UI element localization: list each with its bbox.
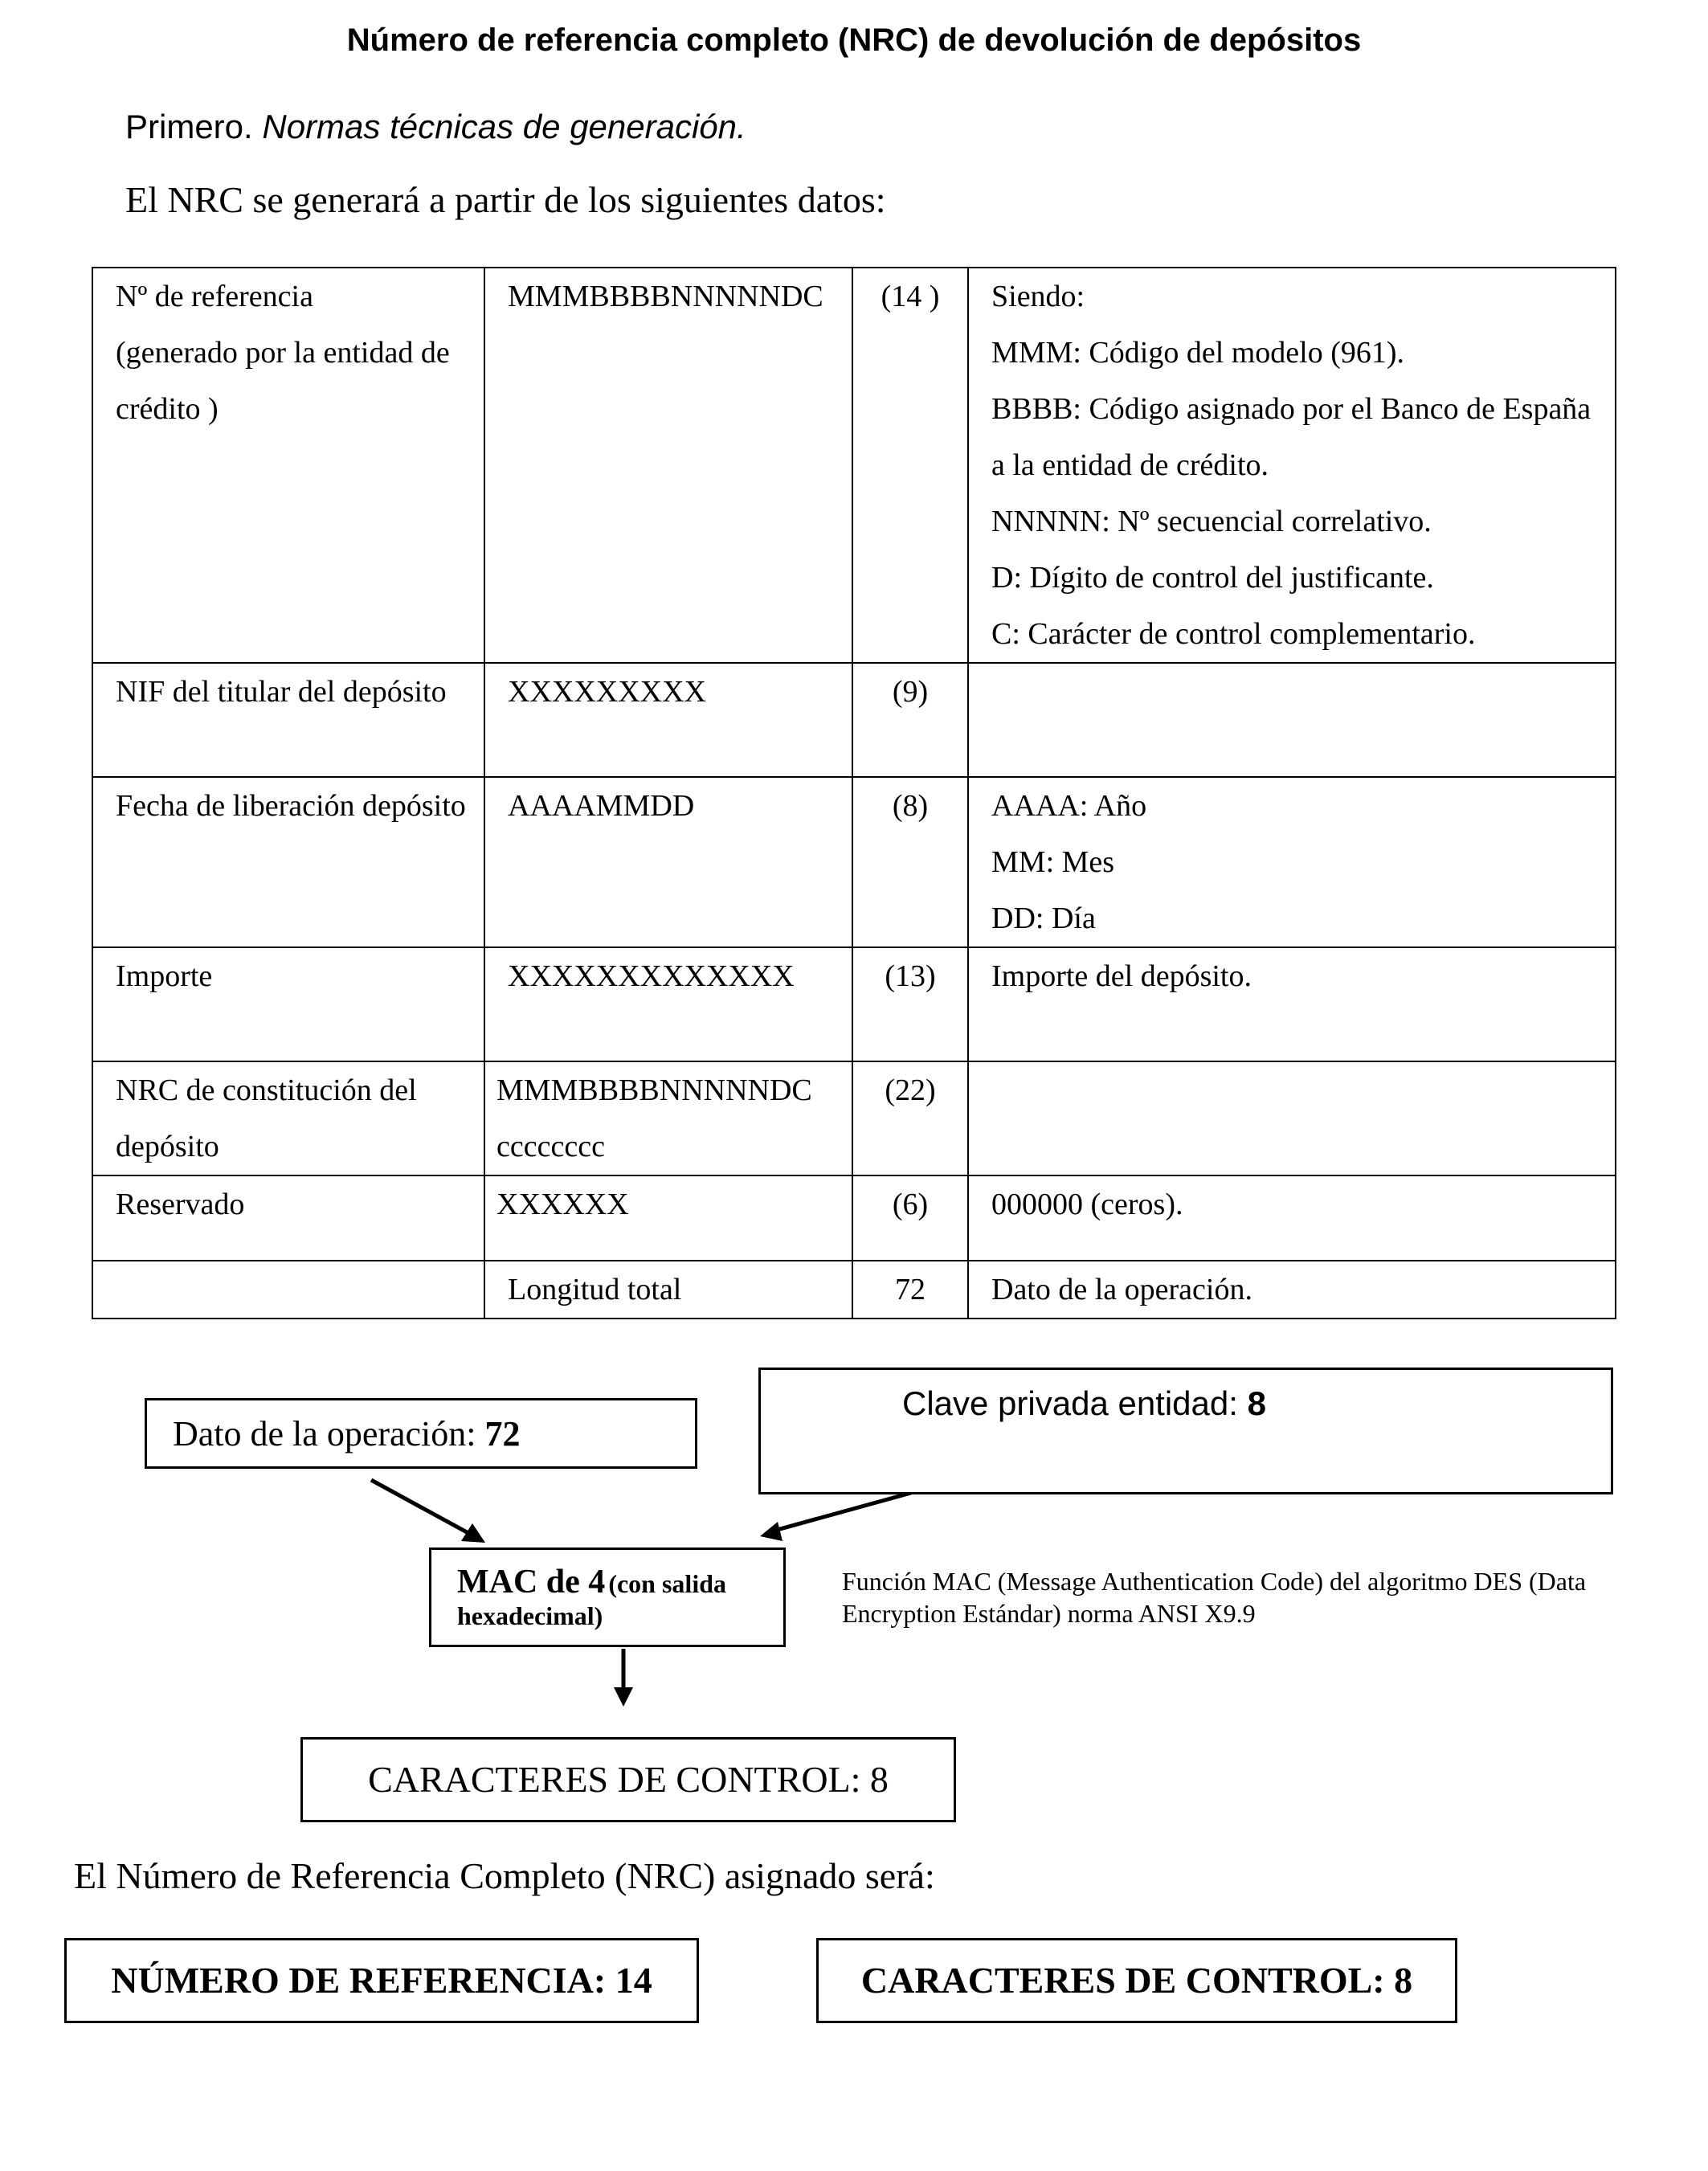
- field-line: Fecha de liberación depósito: [116, 789, 466, 823]
- dato-label: Dato de la operación:: [173, 1414, 485, 1453]
- length-value: 72: [895, 1273, 926, 1306]
- format-line: AAAAMMDD: [508, 789, 695, 823]
- format-line: XXXXXXXXXXXXX: [508, 959, 795, 993]
- description-line: D: Dígito de control del justificante.: [991, 561, 1434, 595]
- dato-operacion-box: [145, 1398, 697, 1469]
- length-value: (13): [885, 959, 936, 993]
- section-title: Normas técnicas de generación.: [262, 108, 746, 145]
- field-line: Nº de referencia: [116, 280, 313, 313]
- mac-detail-2: hexadecimal): [457, 1601, 603, 1630]
- format-line: XXXXXX: [496, 1188, 629, 1221]
- clave-label: Clave privada entidad:: [902, 1384, 1248, 1422]
- description-line: a la entidad de crédito.: [991, 448, 1269, 482]
- caracteres-control-box: CARACTERES DE CONTROL: 8: [300, 1737, 956, 1822]
- format-line: MMMBBBBNNNNNDC: [508, 280, 823, 313]
- mac-description: Función MAC (Message Authentication Code) del algoritmo DES (Data Encryption Estándar) norma ANSI X9.9: [842, 1567, 1587, 1628]
- description-line: AAAA: Año: [991, 789, 1147, 823]
- mac-box: [429, 1548, 786, 1647]
- arrowhead-control: [614, 1687, 633, 1707]
- description-line: NNNNN: Nº secuencial correlativo.: [991, 505, 1432, 538]
- description-line: DD: Día: [991, 902, 1096, 935]
- arrow-clave-to-mac: [771, 1493, 911, 1531]
- description-line: 000000 (ceros).: [991, 1188, 1183, 1221]
- clave-value: 8: [1247, 1384, 1266, 1422]
- description-line: C: Carácter de control complementario.: [991, 617, 1476, 651]
- format-line: Longitud total: [508, 1273, 682, 1306]
- format-line: MMMBBBBNNNNNDC: [496, 1073, 812, 1107]
- format-line: cccccccc: [496, 1130, 605, 1163]
- description-line: Siendo:: [991, 280, 1085, 313]
- format-line: XXXXXXXXX: [508, 675, 706, 709]
- description-line: MMM: Código del modelo (961).: [991, 336, 1405, 370]
- numero-referencia-box: NÚMERO DE REFERENCIA: 14: [64, 1938, 699, 2023]
- field-line: Importe: [116, 959, 213, 993]
- dato-value: 72: [484, 1414, 521, 1453]
- clave-privada-box: [758, 1368, 1613, 1494]
- field-line: NIF del titular del depósito: [116, 675, 447, 709]
- field-line: Reservado: [116, 1188, 245, 1221]
- arrowhead-clave: [760, 1522, 782, 1541]
- caracteres-control-result-box: CARACTERES DE CONTROL: 8: [816, 1938, 1457, 2023]
- page-title: Número de referencia completo (NRC) de devolución de depósitos: [346, 22, 1362, 58]
- section-number: Primero.: [125, 108, 253, 145]
- length-value: (6): [892, 1188, 929, 1221]
- field-line: (generado por la entidad de: [116, 336, 450, 370]
- length-value: (9): [892, 675, 929, 709]
- length-value: (14 ): [881, 280, 940, 313]
- length-value: (22): [885, 1073, 936, 1107]
- intro-paragraph: El NRC se generará a partir de los siguientes datos:: [125, 179, 886, 220]
- field-line: crédito ): [116, 392, 219, 426]
- conclusion-paragraph: El Número de Referencia Completo (NRC) asignado será:: [74, 1855, 935, 1896]
- mac-detail-1: (con salida: [608, 1569, 726, 1598]
- description-line: Dato de la operación.: [991, 1273, 1252, 1306]
- description-line: Importe del depósito.: [991, 959, 1252, 993]
- length-value: (8): [892, 789, 929, 823]
- description-line: BBBB: Código asignado por el Banco de España: [991, 392, 1592, 426]
- description-line: MM: Mes: [991, 845, 1115, 879]
- mac-title: MAC de 4: [457, 1564, 606, 1601]
- field-line: depósito: [116, 1130, 219, 1163]
- field-line: NRC de constitución del: [116, 1073, 417, 1107]
- arrow-dato-to-mac: [371, 1480, 477, 1538]
